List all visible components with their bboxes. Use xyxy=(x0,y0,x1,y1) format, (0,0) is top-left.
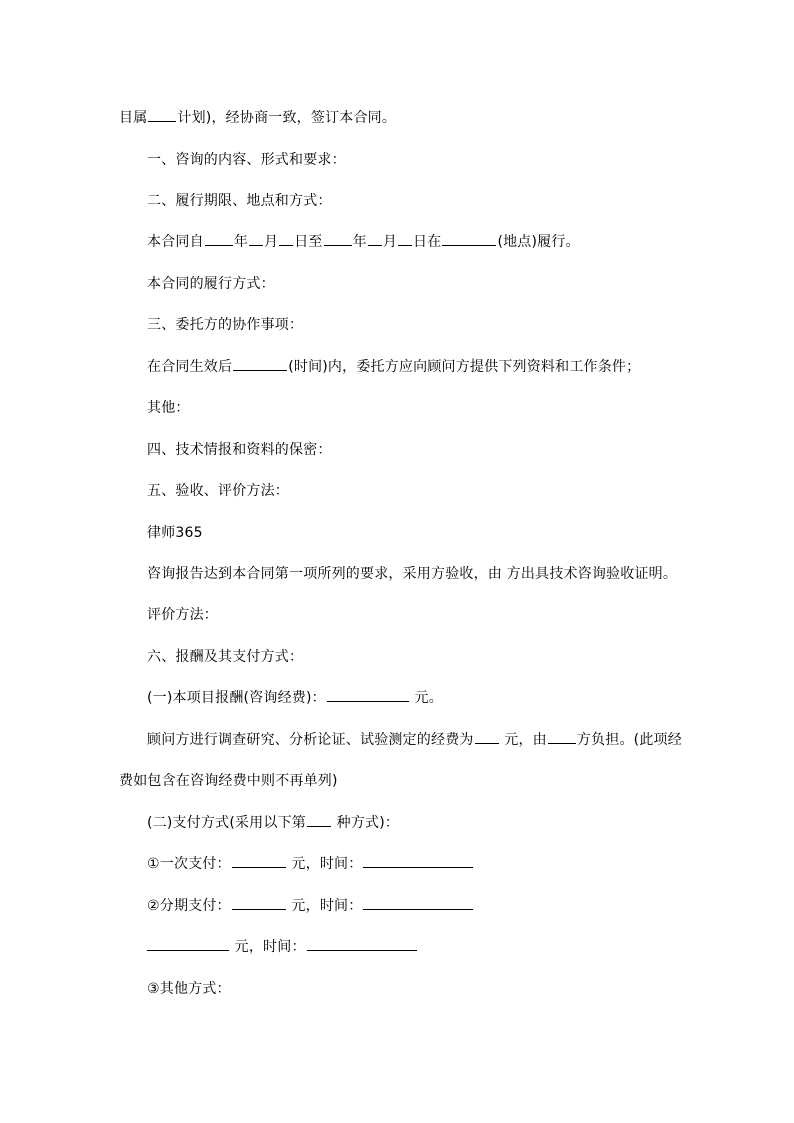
section-heading: 六、报酬及其支付方式： xyxy=(147,649,304,665)
text-line: 元，时间： xyxy=(147,937,418,957)
blank-field xyxy=(249,232,263,246)
blank-field xyxy=(398,232,412,246)
text-line: 在合同生效后 (时间)内，委托方应向顾问方提供下列资料和工作条件； xyxy=(147,359,641,375)
blank-field xyxy=(363,896,473,910)
blank-field xyxy=(205,232,233,246)
section-heading: 五、验收、评价方法： xyxy=(147,483,289,499)
blank-field xyxy=(324,232,352,246)
blank-field xyxy=(327,688,409,702)
text-line: (二)支付方式(采用以下第 种方式)： xyxy=(147,815,400,831)
text-line: ③其他方式： xyxy=(147,981,231,997)
blank-field xyxy=(307,813,331,827)
section-heading: 四、技术情报和资料的保密： xyxy=(147,442,332,458)
blank-field xyxy=(147,937,229,951)
text-line: 咨询报告达到本合同第一项所列的要求，采用方验收，由 方出具技术咨询验收证明。 xyxy=(147,566,678,582)
text-line: (一)本项目报酬(咨询经费)： 元。 xyxy=(147,690,443,706)
section-heading: 三、委托方的协作事项： xyxy=(147,317,304,333)
text-line: ①一次支付： 元，时间： xyxy=(147,854,474,874)
blank-field xyxy=(232,854,286,868)
blank-field xyxy=(368,232,382,246)
text-line: 评价方法： xyxy=(147,607,218,623)
text-line: 其他： xyxy=(147,400,190,416)
text-line: 律师365 xyxy=(147,525,203,541)
text-line: 目属 计划)，经协商一致，签订本合同。 xyxy=(119,110,397,126)
blank-field xyxy=(148,108,176,122)
text-line: 费如包含在咨询经费中则不再单列) xyxy=(119,773,338,789)
blank-field xyxy=(279,232,293,246)
text-line: 本合同的履行方式： xyxy=(147,276,275,292)
blank-field xyxy=(363,854,473,868)
blank-field xyxy=(475,730,499,744)
section-heading: 一、咨询的内容、形式和要求： xyxy=(147,152,346,168)
blank-field xyxy=(233,357,287,371)
text-line: 顾问方进行调查研究、分析论证、试验测定的经费为 元，由 方负担。(此项经 xyxy=(147,732,682,748)
blank-field xyxy=(307,937,417,951)
blank-field xyxy=(442,232,496,246)
section-heading: 二、履行期限、地点和方式： xyxy=(147,193,332,209)
blank-field xyxy=(232,896,286,910)
text-line: 本合同自 年 月 日至 年 月 日在 (地点)履行。 xyxy=(147,234,580,250)
text-line: ②分期支付： 元，时间： xyxy=(147,896,474,916)
blank-field xyxy=(548,730,576,744)
